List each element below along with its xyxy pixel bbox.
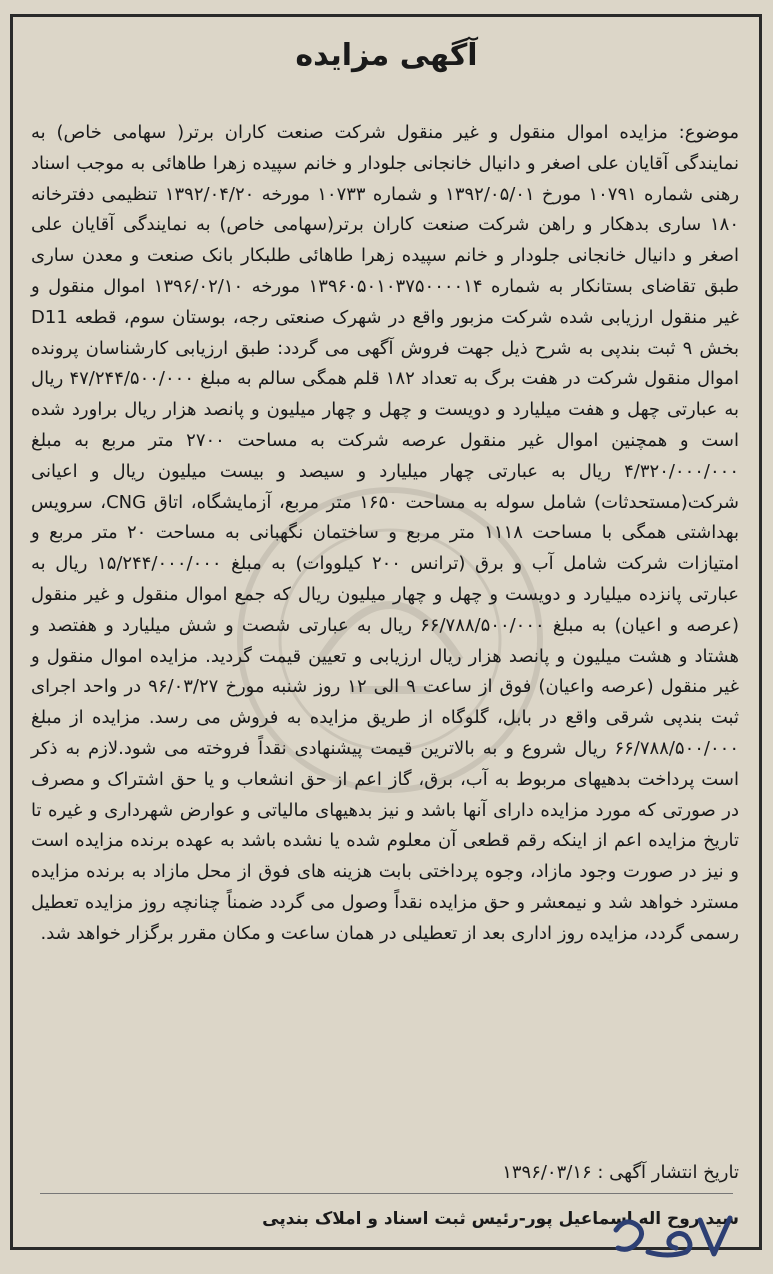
publish-date: تاریخ انتشار آگهی : ۱۳۹۶/۰۳/۱۶	[502, 1162, 739, 1183]
notice-body: موضوع: مزایده اموال منقول و غیر منقول شرکت صنعت کاران برتر( سهامی خاص) به نمایندگی آقایان علی اصغر و دانیال خانجانی جلودار و خانم سپیده زهرا طاهائی به موجب اسناد رهنی شماره ۱۰۷۹۱ مورخ ۱۳۹۲/۰۵/۰۱ و شماره ۱۰۷۳۳ مورخه ۱۳۹۲/۰۴/۲۰ تنظیمی دفترخانه ۱۸۰ ساری بدهکار و راهن شرکت صنعت کاران برتر(سهامی خاص) به نمایندگی آقایان علی اصغر و دانیال خانجانی جلودار و خانم سپیده زهرا طاهائی طلبکار بانک صنعت و معدن ساری طبق تقاضای بستانکار به شماره ۱۳۹۶۰۵۰۱۰۳۷۵۰۰۰۰۱۴ مورخه ۱۳۹۶/۰۲/۱۰ اموال منقول و غیر منقول ارزیابی شده شرکت مزبور واقع در شهرک صنعتی رجه، بوستان سوم، قطعه D11 بخش ۹ ثبت بندپی به شرح ذیل جهت فروش آگهی می گردد: طبق ارزیابی کارشناسان پرونده اموال منقول شرکت در هفت برگ به تعداد ۱۸۲ قلم همگی سالم به مبلغ ۴۷/۲۴۴/۵۰۰/۰۰۰ ریال به عبارتی چهل و هفت میلیارد و دویست و چهل و چهار میلیون و پانصد هزار ریال براورد شده است و همچنین اموال غیر منقول عرصه شرکت به مساحت ۲۷۰۰ متر مربع به مبلغ ۴/۳۲۰/۰۰۰/۰۰۰ ریال به عبارتی چهار میلیارد و سیصد و بیست میلیون ریال و اعیانی شرکت(مستحدثات) شامل سوله به مساحت ۱۶۵۰ متر مربع، آزمایشگاه، اتاق CNG، سرویس بهداشتی همگی با مساحت ۱۱۱۸ متر مربع و ساختمان نگهبانی به مساحت ۲۰ متر مربع و امتیازات شرکت شامل آب و برق (ترانس ۲۰۰ کیلووات) به مبلغ ۱۵/۲۴۴/۰۰۰/۰۰۰ ریال به عبارتی پانزده میلیارد و دویست و چهل و چهار میلیون ریال که جمع اموال منقول و غیر منقول (عرصه و اعیان) به مبلغ ۶۶/۷۸۸/۵۰۰/۰۰۰ ریال به عبارتی شصت و شش میلیارد و هفتصد و هشتاد و هشت میلیون و پانصد هزار ریال ارزیابی و تعیین قیمت گردید. مزایده اموال منقول و غیر منقول (عرصه واعیان) فوق از ساعت ۹ الی ۱۲ روز شنبه مورخ ۹۶/۰۳/۲۷ در واحد اجرای ثبت بندپی شرقی واقع در بابل، گلوگاه از طریق مزایده به فروش می رسد. مزایده از مبلغ ۶۶/۷۸۸/۵۰۰/۰۰۰ ریال شروع و به بالاترین قیمت پیشنهادی نقداً فروخته می شود.لازم به ذکر است پرداخت بدهیهای مربوط به آب، برق، گاز اعم از حق انشعاب و یا حق اشتراک و مصرف در صورتی که مورد مزایده دارای آنها باشد و نیز بدهیهای مالیاتی و عوارض شهرداری و غیره تا تاریخ مزایده اعم از اینکه رقم قطعی آن معلوم شده یا نشده باشد به عهده برنده مزایده است و نیز در صورت وجود مازاد، وجوه پرداختی بابت هزینه های فوق از محل مازاد به برنده مزایده مسترد خواهد شد و نیمعشر و حق مزایده نقداً وصول می گردد ضمناً چنانچه روز مزایده تعطیل رسمی گردد، مزایده روز اداری بعد از تعطیلی در همان ساعت و مکان مقرر برگزار خواهد شد.	[31, 122, 740, 944]
notice-title: آگهی مزایده	[295, 38, 478, 73]
handwritten-number-mark	[608, 1208, 738, 1268]
signature-divider	[40, 1193, 733, 1194]
signature-line: سید روح اله اسماعیل پور-رئیس ثبت اسناد و املاک بندپی	[262, 1209, 739, 1229]
